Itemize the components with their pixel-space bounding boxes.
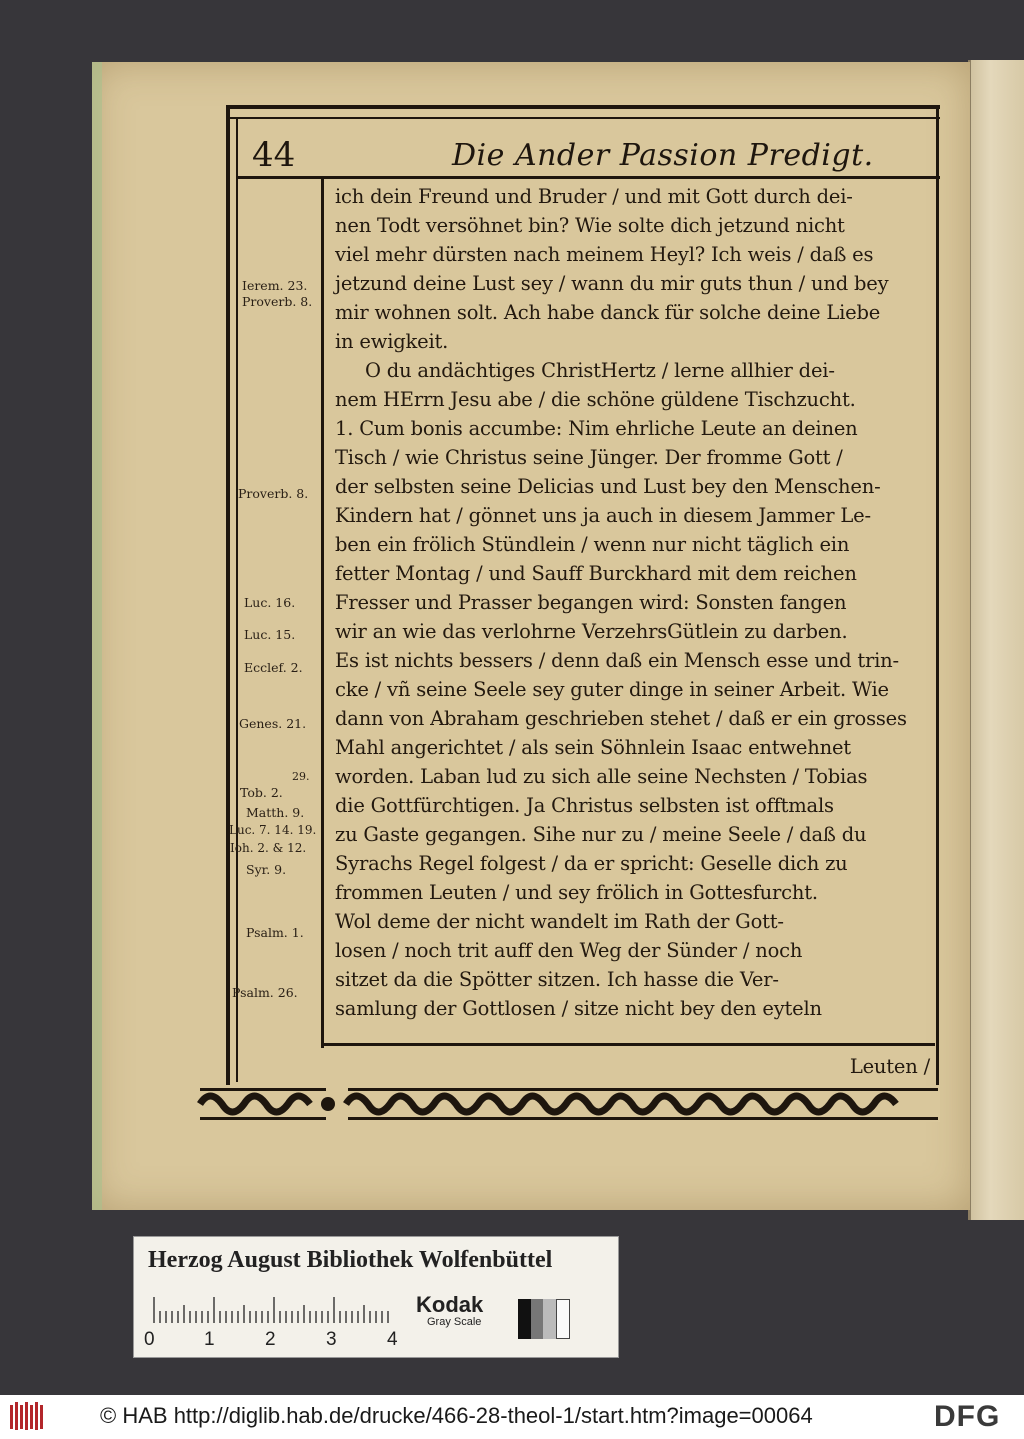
gray-swatches — [518, 1299, 570, 1339]
margin-note: Matth. 9. — [246, 805, 305, 820]
footer-credit — [100, 1403, 813, 1429]
text-line: sitzet da die Spötter sitzen. Ich hasse die Ver- — [335, 968, 779, 991]
ruler-number: 1 — [204, 1329, 215, 1350]
text-line: die Gottfürchtigen. Ja Christus selbsten ist offtmals — [335, 794, 834, 817]
text-line: ich dein Freund und Bruder / und mit Gott durch dei- — [335, 185, 853, 208]
margin-note: Syr. 9. — [246, 862, 287, 877]
text-line: Es ist nichts bessers / denn daß ein Mensch esse und trin- — [335, 649, 899, 672]
text-line: nen Todt versöhnet bin? Wie solte dich jetzund nicht — [335, 214, 845, 237]
text-line: 1. Cum bonis accumbe: Nim ehrliche Leute an deinen — [335, 417, 858, 440]
running-title: Die Ander Passion Predigt. — [452, 138, 874, 173]
margin-note: Ioh. 2. & 12. — [230, 841, 307, 855]
ruler-numbers — [144, 1329, 404, 1353]
frame-top-rule — [226, 105, 940, 109]
text-line: losen / noch trit auff den Weg der Sünder / noch — [335, 939, 803, 962]
margin-note: 29. — [292, 770, 310, 783]
text-line: Fresser und Prasser begangen wird: Sonsten fangen — [335, 591, 847, 614]
ruler-number: 3 — [326, 1329, 337, 1350]
text-line: wir an wie das verlohrne VerzehrsGütlein zu darben. — [335, 620, 848, 643]
text-line: der selbsten seine Delicias und Lust bey den Menschen- — [335, 475, 881, 498]
text-line: viel mehr dürsten nach meinem Heyl? Ich weis / daß es — [335, 243, 874, 266]
text-line: worden. Laban lud zu sich alle seine Nechsten / Tobias — [335, 765, 868, 788]
frame-left-rule — [226, 105, 230, 1085]
gray-scale-label: Gray Scale — [427, 1316, 482, 1328]
text-line: dann von Abraham geschrieben stehet / daß er ein grosses — [335, 707, 907, 730]
frame-right-rule — [936, 105, 939, 1085]
page-number: 44 — [252, 135, 296, 175]
permalink[interactable]: http://diglib.hab.de/drucke/466-28-theol-1/start.htm?image=00064 — [173, 1403, 813, 1428]
calibration-label — [133, 1236, 619, 1358]
library-name: Herzog August Bibliothek Wolfenbüttel — [148, 1247, 553, 1273]
text-line: zu Gaste gegangen. Sihe nur zu / meine Seele / daß du — [335, 823, 867, 846]
frame-left-rule-inner — [236, 117, 238, 1082]
text-line: samlung der Gottlosen / sitze nicht bey den eyteln — [335, 997, 822, 1020]
margin-note: Tob. 2. — [240, 785, 283, 800]
catchword: Leuten / — [849, 1055, 930, 1078]
decorative-ornament-band — [196, 1082, 940, 1126]
frame-top-rule-inner — [226, 117, 940, 119]
text-line: mir wohnen solt. Ach habe danck für solche deine Liebe — [335, 301, 881, 324]
text-line: jetzund deine Lust sey / wann du mir guts thun / und bey — [335, 272, 889, 295]
text-line: Kindern hat / gönnet uns ja auch in diesem Jammer Le- — [335, 504, 871, 527]
text-line: cke / vñ seine Seele sey guter dinge in seiner Arbeit. Wie — [335, 678, 889, 701]
text-line: Mahl angerichtet / als sein Söhnlein Isaac entwehnet — [335, 736, 851, 759]
kodak-logo: Kodak — [416, 1292, 484, 1317]
body-text — [335, 182, 930, 1023]
margin-note: Proverb. 8. — [238, 486, 309, 501]
margin-note: Luc. 15. — [244, 627, 296, 642]
ruler-number: 0 — [144, 1329, 155, 1350]
margin-note: Genes. 21. — [239, 716, 307, 731]
text-line: Wol deme der nicht wandelt im Rath der Gott- — [335, 910, 784, 933]
text-line: Tisch / wie Christus seine Jünger. Der fromme Gott / — [335, 446, 843, 469]
ruler-number: 4 — [387, 1329, 398, 1350]
margin-note: Luc. 16. — [244, 595, 296, 610]
text-line: ben ein frölich Stündlein / wenn nur nicht täglich ein — [335, 533, 850, 556]
dfg-logo: DFG — [934, 1400, 1001, 1433]
margin-column-rule — [321, 178, 324, 1048]
text-line: nem HErrn Jesu abe / die schöne güldene Tischzucht. — [335, 388, 856, 411]
copyright: © HAB — [100, 1403, 168, 1428]
text-line: fetter Montag / und Sauff Burckhard mit dem reichen — [335, 562, 857, 585]
margin-note: Psalm. 1. — [246, 925, 304, 940]
text-line: in ewigkeit. — [335, 330, 449, 353]
margin-note: Luc. 7. 14. 19. — [229, 823, 317, 837]
margin-note: Proverb. 8. — [242, 294, 313, 309]
text-bottom-rule — [323, 1043, 935, 1046]
hab-logo-icon — [8, 1399, 48, 1433]
text-line: Syrachs Regel folgest / da er spricht: Geselle dich zu — [335, 852, 848, 875]
text-line: O du andächtiges ChristHertz / lerne allhier dei- — [365, 359, 835, 382]
ruler-number: 2 — [265, 1329, 276, 1350]
text-line: frommen Leuten / und sey frölich in Gottesfurcht. — [335, 881, 818, 904]
facing-page-edge — [968, 60, 1024, 1220]
margin-note: Ecclef. 2. — [244, 660, 303, 675]
viewer-footer — [0, 1395, 1024, 1439]
header-rule — [236, 176, 940, 179]
margin-note: Psalm. 26. — [232, 985, 298, 1000]
margin-note: Ierem. 23. — [242, 278, 308, 293]
scale-ruler — [150, 1295, 390, 1323]
